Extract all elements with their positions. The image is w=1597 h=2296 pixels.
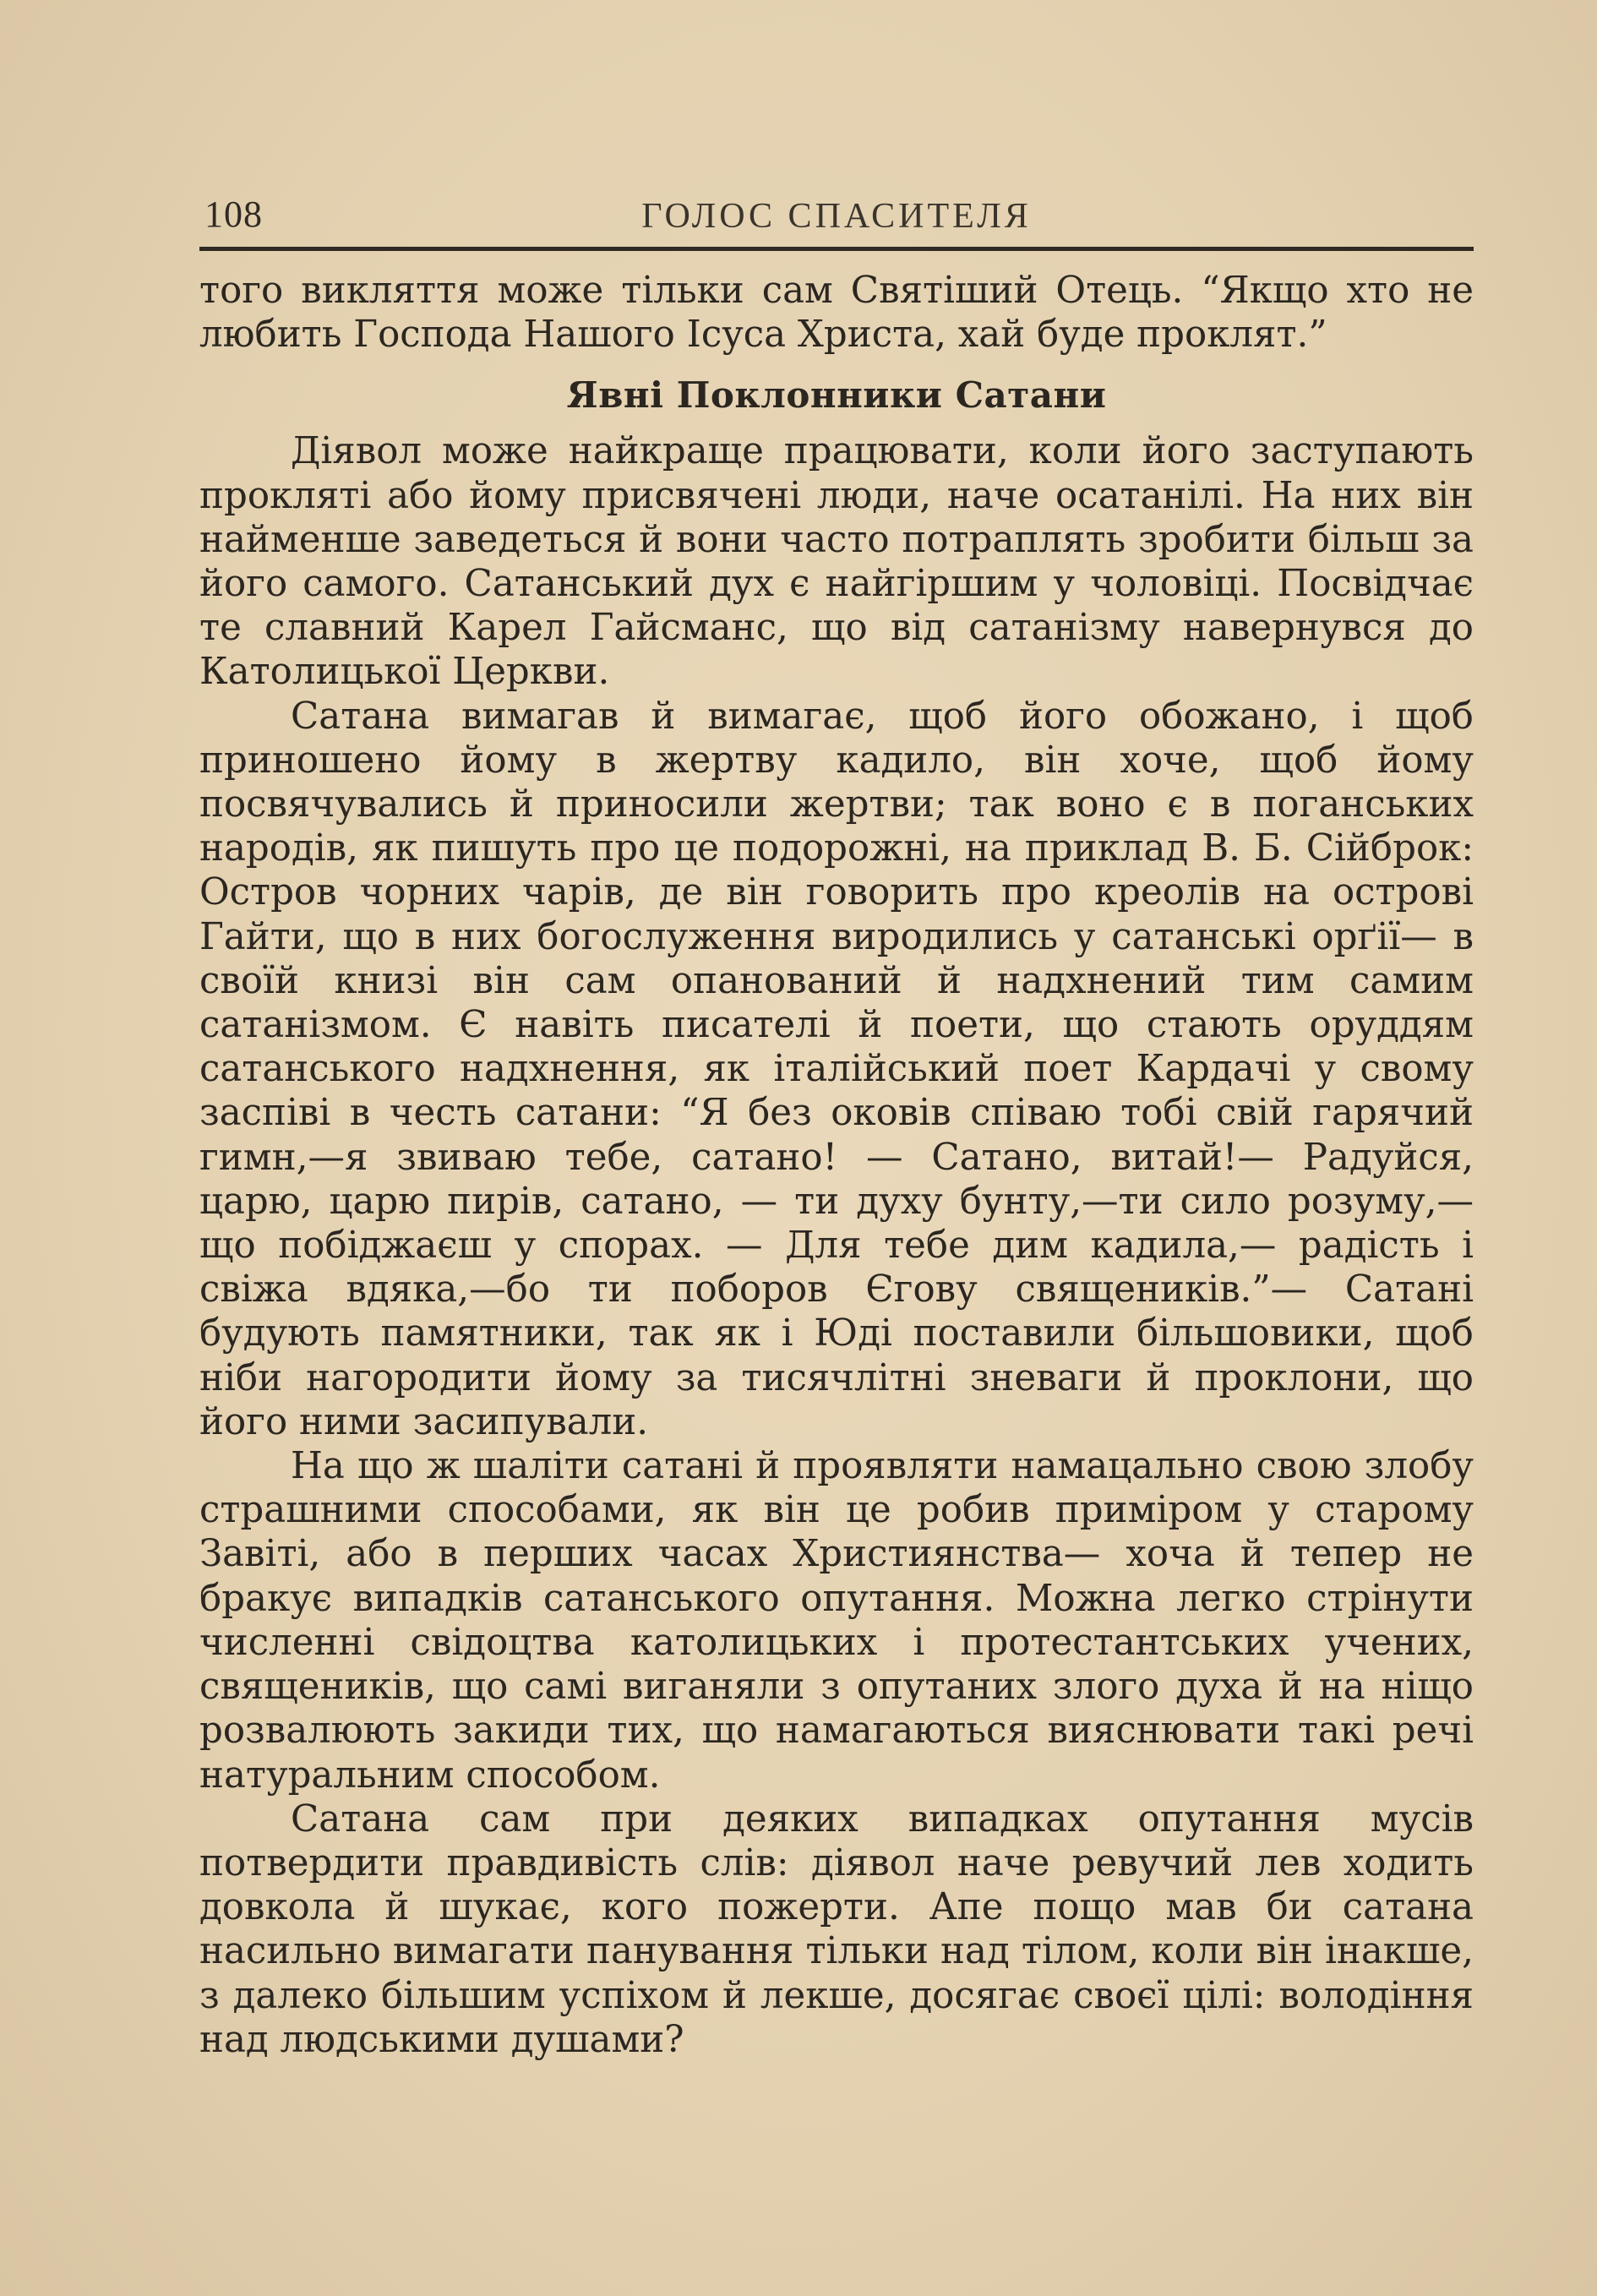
paragraph-2: Сатана вимагав й вимагає, щоб його обожано, і щоб приношено йому в жертву кадило, він хоче, щоб йому посвячувались й приносили жертви; так воно є в поганських народів, як пишуть про це подорожні, на приклад В. Б. Сійброк: Остров чорних чарів, де він говорить про креолів на острові Гайти, що в них богослуження виродились у сатанські орґії— в своїй книзі він сам опанований й надхнений тим самим сатанізмом. Є навіть писателі й поети, що стають оруддям сатанського надхнення, як італійський поет Кардачі у свому заспіві в честь сатани: “Я без оковів співаю тобі свій гарячий гимн,—я звиваю тебе, сатано! — Сатано, витай!— Радуйся, царю, царю пирів, сатано, — ти духу бунту,—ти сило розуму,— що побіджаєш у спорах. — Для тебе дим кадила,— радість і свіжа вдяка,—бо ти поборов Єгову священиків.”— Сатані будують памятники, так як і Юді поставили більшовики, щоб ніби нагородити йому за тисячлітні зневаги й проклони, що його ними засипували. [199,695,1474,1443]
running-title: ГОЛОС СПАСИТЕЛЯ [641,197,1032,236]
page-number: 108 [204,194,263,235]
paragraph-3: На що ж шаліти сатані й проявляти намацально свою злобу страшними способами, як він це робив приміром у старому Завіті, або в перших часах Християнства— хоча й тепер не бракує випадків сатанського опутання. Можна легко стрінути численні свідоцтва католицьких і протестантських учених, священиків, що самі виганяли з опутаних злого духа й на ніщо розвалюють закиди тих, що намагаються вияснювати такі речі натуральним способом. [199,1445,1474,1797]
paragraph-4: Сатана сам при деяких випадках опутання мусів потвердити правдивість слів: діявол наче ревучий лев ходить довкола й шукає, кого пожерти. Апе пощо мав би сатана насильно вимагати панування тільки над тілом, коли він інакше, з далеко більшим успіхом й лекше, досягає своєї цілі: володіння над людськими душами? [199,1797,1474,2061]
header-rule [199,247,1474,251]
section-heading: Явні Поклонники Сатани [566,374,1107,417]
page-header [199,188,1474,247]
paragraph-1: Діявол може найкраще працювати, коли його заступають прокляті або йому присвячені люди, наче осатанілі. На них він найменше заведеться й вони часто потраплять зробити більш за його самого. Сатанський дух є найгіршим у чоловіці. Посвідчає те славний Карел Гайсманс, що від сатанізму навернувся до Католицької Церкви. [199,430,1474,694]
intro-paragraph: того викляття може тільки сам Святіший Отець. “Якщо хто не любить Господа Нашого Ісуса Христа, хай буде проклят.” [199,270,1474,357]
body-text [199,269,1474,2062]
